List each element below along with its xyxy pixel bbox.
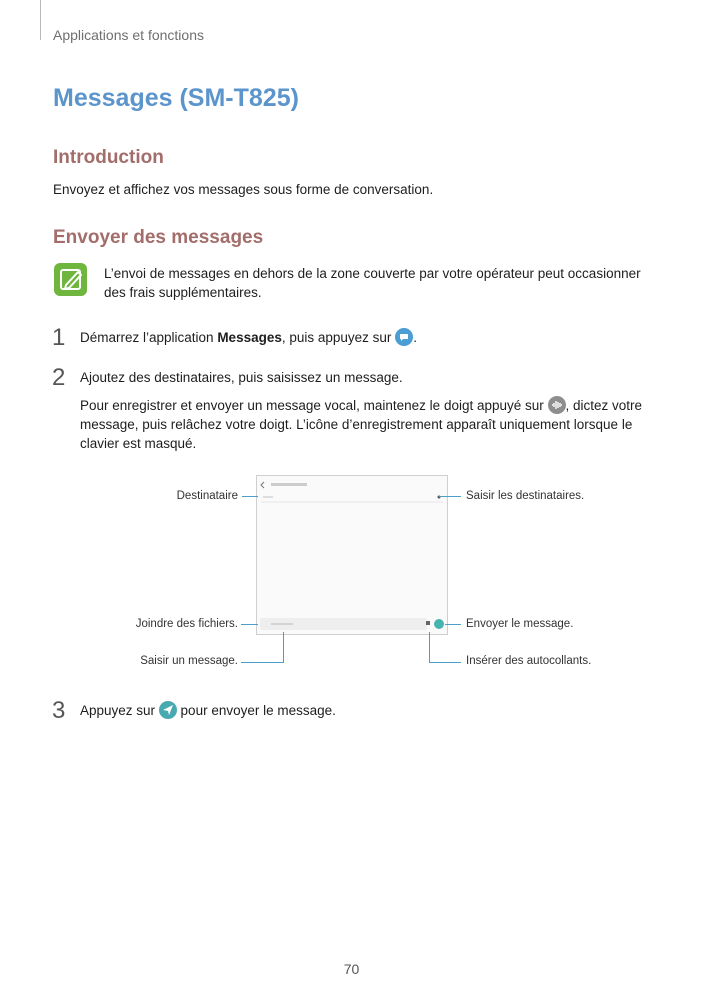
compose-message-icon: [395, 328, 413, 346]
intro-heading: Introduction: [53, 147, 164, 168]
intro-text: Envoyez et affichez vos messages sous forme de conversation.: [53, 182, 434, 197]
callout-stickers: Insérer des autocollants.: [466, 655, 592, 667]
note-line-2: des frais supplémentaires.: [104, 285, 262, 300]
callout-line-stickers-h: [429, 662, 461, 663]
callout-line-type-v: [283, 632, 284, 662]
step-1-text: Démarrez l’application Messages, puis appuyez sur .: [80, 330, 417, 345]
step-3-text: Appuyez sur pour envoyer le message.: [80, 703, 336, 718]
messages-screen-mockup: [256, 475, 448, 635]
step-2-number: 2: [52, 364, 66, 391]
callout-line-stickers-v: [429, 632, 430, 662]
callout-line-type-h: [241, 662, 284, 663]
page-number: 70: [343, 961, 360, 977]
note-pencil-icon: [54, 263, 87, 296]
step-1-number: 1: [52, 324, 66, 351]
callout-line-attach: [241, 624, 258, 625]
callout-line-recipient: [242, 496, 258, 497]
callout-line-send: [445, 624, 461, 625]
send-heading: Envoyer des messages: [53, 227, 264, 248]
note-text: [104, 264, 641, 302]
app-name: Messages: [217, 330, 282, 345]
callout-enter-recipients: Saisir les destinataires.: [466, 490, 585, 502]
callout-line-enter-recipients: [439, 496, 461, 497]
note-line-1: L’envoi de messages en dehors de la zone couverte par votre opérateur peut occasionner: [104, 266, 641, 281]
step-2-text: Ajoutez des destinataires, puis saisissez un message.: [80, 370, 403, 385]
callout-recipient: Destinataire: [176, 490, 238, 502]
step-2-detail: Pour enregistrer et envoyer un message vocal, maintenez le doigt appuyé sur , dictez votre message, puis relâchez votre doigt. L’icône d’enregistrement apparaît uniquement lorsque le clavier est masqué.: [80, 398, 643, 451]
step-3-number: 3: [52, 697, 66, 724]
callout-attach: Joindre des fichiers.: [135, 618, 238, 630]
page-title: Messages (SM-T825): [53, 84, 299, 112]
callout-type-message: Saisir un message.: [140, 655, 238, 667]
send-icon: [159, 701, 177, 719]
section-label: Applications et fonctions: [53, 27, 204, 43]
voice-record-icon: [548, 396, 566, 414]
margin-rule: [40, 0, 41, 40]
callout-send: Envoyer le message.: [466, 618, 574, 630]
